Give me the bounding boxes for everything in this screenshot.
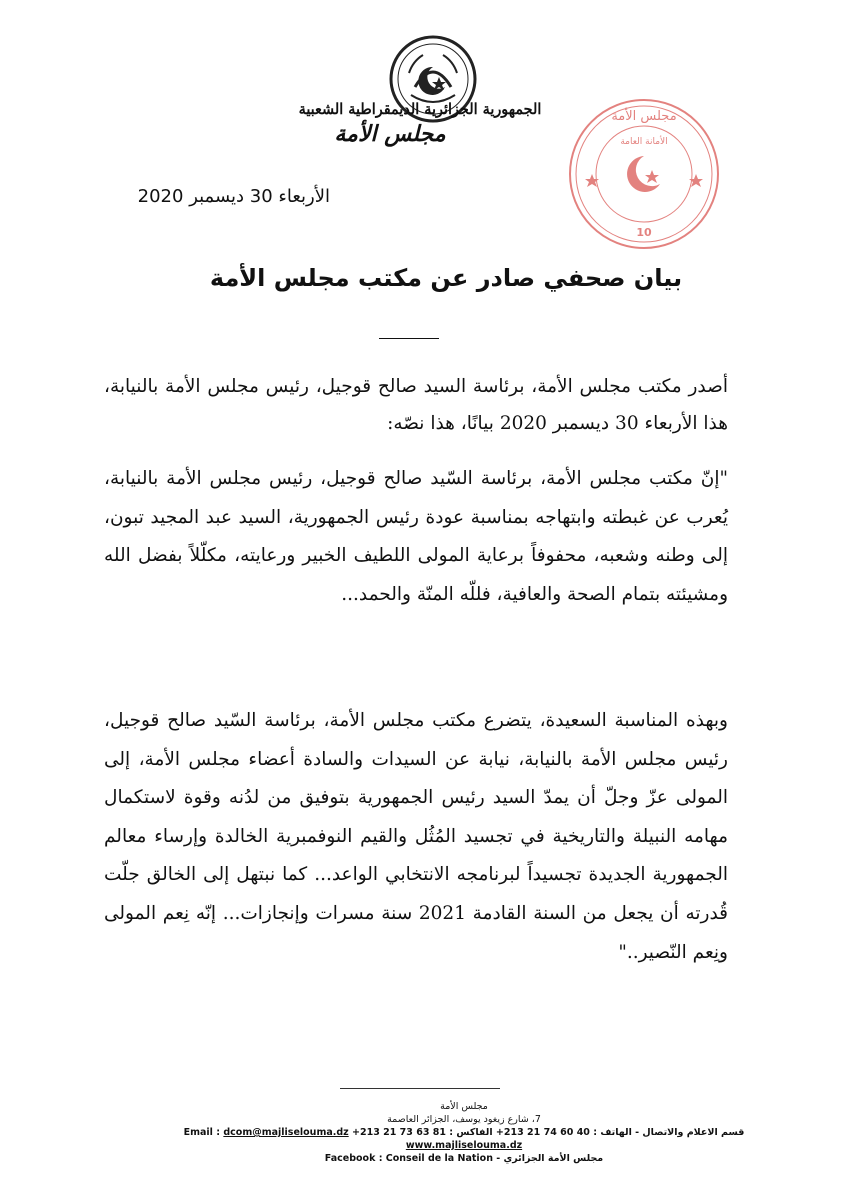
paragraph-prayer: وبهذه المناسبة السعيدة، يتضرع مكتب مجلس الأمة، برئاسة السّيد صالح قوجيل، رئيس مجلس الأمة بالنيابة، نيابة عن السيدات والسادة أعضاء مجلس الأمة، إلى المولى عزّ وجلّ أن يمدّ السيد رئيس الجمهورية بتوفيق من لدُنه وقوة لاستكمال مهامه النبيلة والتاريخية في تجسيد المُثُل والقيم النوفمبرية الخالدة وإرساء معالم الجمهورية الجديدة تجسيداً لبرنامجه الانتخابي الواعد... كما نبتهل إلى الخالق جلّت قُدرته أن يجعل من السنة القادمة 2021 سنة مسرات وإنجازات... إنّه نِعم المولى ونِعم النّصير.." (104, 710, 728, 963)
paragraph-intro: أصدر مكتب مجلس الأمة، برئاسة السيد صالح قوجيل، رئيس مجلس الأمة بالنيابة، هذا الأربعاء 30 ديسمبر 2020 بيانًا، هذا نصّه: (104, 376, 728, 434)
footer-org: مجلس الأمة (440, 1101, 488, 1112)
footer-email-link[interactable]: dcom@majliselouma.dz (223, 1127, 349, 1138)
footer-fax: الفاكس : 81 63 73 21 213+ (352, 1127, 493, 1138)
republic-name: الجمهورية الجزائرية الديمقراطية الشعبية (298, 100, 542, 118)
footer-email-label: Email : (183, 1127, 221, 1138)
paragraph-statement: "إنّ مكتب مجلس الأمة، برئاسة السّيد صالح قوجيل، رئيس مجلس الأمة بالنيابة، يُعرب عن غبطته وابتهاجه بمناسبة عودة رئيس الجمهورية، السيد عبد المجيد تبون، إلى وطنه وشعبه، محفوفاً برعاية المولى اللطيف الخبير ورعايته، مكلّلاً بفضل الله ومشيئته بتمام الصحة والعافية، فللّه المنّة والحمد... (104, 468, 728, 605)
footer-contact-row (100, 1126, 828, 1139)
official-stamp (566, 96, 722, 252)
footer (100, 1100, 828, 1165)
footer-divider (340, 1088, 500, 1089)
footer-facebook-label[interactable]: Facebook : Conseil de la Nation - (324, 1153, 501, 1164)
footer-address: 7، شارع زيغود يوسف، الجزائر العاصمة (387, 1114, 541, 1125)
page-title: بيان صحفي صادر عن مكتب مجلس الأمة (209, 264, 683, 292)
stamp-top-text: مجلس الأمة (611, 109, 677, 124)
title-divider (379, 338, 439, 339)
footer-contact-dept: قسم الاعلام والاتصال - الهاتف : 40 60 74 21 213+ (495, 1127, 745, 1138)
footer-website-link[interactable]: www.majliselouma.dz (405, 1140, 523, 1151)
footer-facebook-ar: مجلس الأمة الجزائري (503, 1153, 604, 1164)
stamp-inner-text: الأمانة العامة (620, 137, 668, 147)
footer-facebook-row (100, 1152, 828, 1165)
stamp-number: 10 (636, 226, 652, 239)
letterhead (280, 98, 560, 148)
document-date: الأربعاء 30 ديسمبر 2020 (137, 186, 330, 207)
council-name: مجلس الأمة (334, 121, 446, 147)
